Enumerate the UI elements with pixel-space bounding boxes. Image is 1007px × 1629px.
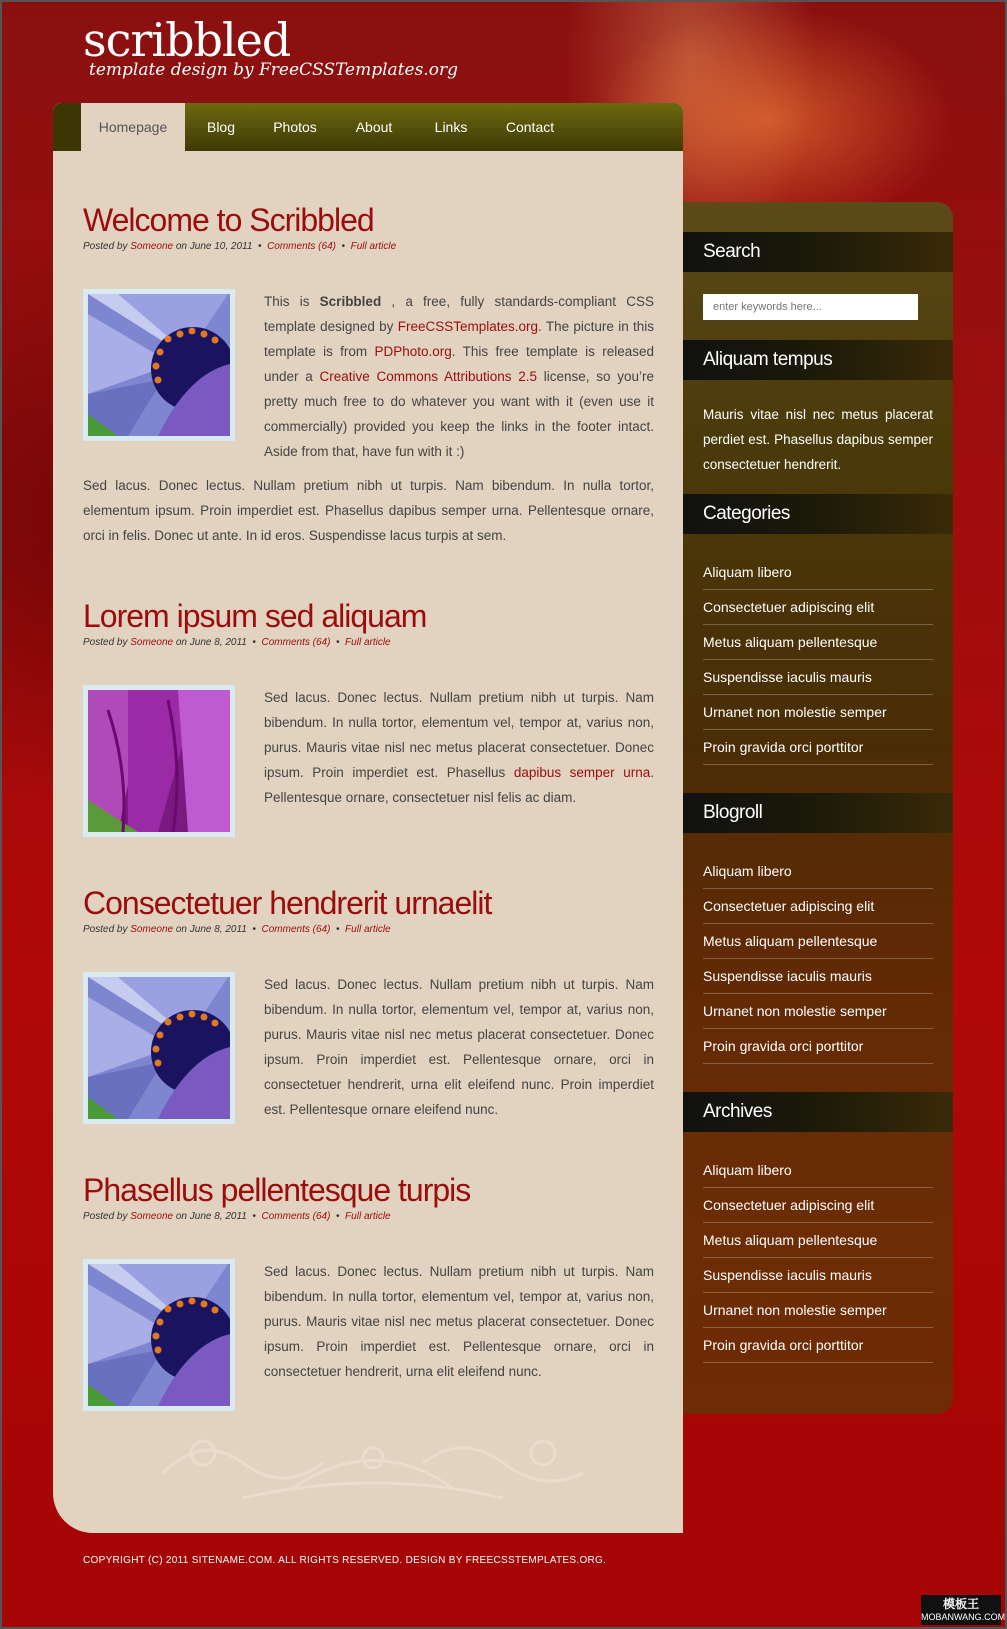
- footer-copyright: COPYRIGHT (C) 2011 SITENAME.COM. ALL RIGHTS RESERVED. DESIGN BY FREECSSTEMPLATES.ORG.: [83, 1555, 607, 1566]
- post-text-bold: Scribbled: [319, 294, 382, 309]
- meta-comments-link[interactable]: Comments (64): [261, 924, 331, 935]
- blogroll-item[interactable]: Urnanet non molestie semper: [703, 994, 933, 1029]
- meta-separator: •: [335, 637, 340, 648]
- menu-item-homepage[interactable]: Homepage: [81, 103, 185, 151]
- category-item[interactable]: Aliquam libero: [703, 555, 933, 590]
- meta-author-link[interactable]: Someone: [130, 924, 174, 935]
- post-title[interactable]: Welcome to Scribbled: [83, 202, 374, 238]
- meta-date: June 8, 2011: [189, 924, 247, 935]
- post-title[interactable]: Lorem ipsum sed aliquam: [83, 598, 427, 634]
- blogroll-item[interactable]: Consectetuer adipiscing elit: [703, 889, 933, 924]
- blogroll-item[interactable]: Aliquam libero: [703, 854, 933, 889]
- post: [83, 1171, 654, 1379]
- meta-author-link[interactable]: Someone: [130, 637, 174, 648]
- post-thumbnail[interactable]: [83, 972, 235, 1124]
- post-body: Sed lacus. Donec lectus. Nullam pretium nibh ut turpis. Nam bibendum. In nulla tortor, elementum vel, tempor at, varius non, purus. Mauris vitae nisl nec metus placerat consectetuer. Donec ipsum. Proin imperdiet est. Pellentesque ornare, orci in consectetuer hendrerit, urna elit eleifend nunc. Proin imperdiet est. Pellentesque ornare eleifend nunc.: [264, 977, 654, 1117]
- category-item[interactable]: Suspendisse iaculis mauris: [703, 660, 933, 695]
- menu-item-photos[interactable]: Photos: [273, 119, 317, 135]
- blogroll-item[interactable]: Metus aliquam pellentesque: [703, 924, 933, 959]
- meta-comments-link[interactable]: Comments (64): [261, 637, 331, 648]
- menu-item-blog[interactable]: Blog: [206, 119, 236, 135]
- meta-full-article-link[interactable]: Full article: [345, 637, 391, 648]
- watermark-badge: [921, 1595, 1006, 1625]
- meta-separator: •: [335, 1211, 340, 1222]
- link-dapibus[interactable]: dapibus semper urna: [513, 765, 651, 780]
- post-meta: [83, 1211, 654, 1225]
- meta-comments-link[interactable]: Comments (64): [267, 241, 336, 252]
- meta-posted-by: Posted by: [83, 1211, 128, 1222]
- meta-author-link[interactable]: Someone: [130, 1211, 174, 1222]
- post: [83, 884, 654, 1117]
- archives-list: [703, 1153, 933, 1363]
- meta-author-link[interactable]: Someone: [130, 241, 174, 252]
- site-logo[interactable]: scribbled: [83, 13, 291, 67]
- post-meta: [83, 924, 654, 938]
- meta-full-article-link[interactable]: Full article: [345, 924, 391, 935]
- menu-item-links[interactable]: Links: [434, 119, 468, 135]
- flower-image-icon: [88, 977, 230, 1119]
- sidebar-heading-categories: Categories: [683, 494, 953, 534]
- sidebar-aliquam-text: Mauris vitae nisl nec metus placerat perdiet est. Phasellus dapibus semper consectetuer hendrerit.: [703, 407, 933, 472]
- post-meta: [83, 637, 654, 651]
- meta-full-article-link[interactable]: Full article: [345, 1211, 391, 1222]
- category-item[interactable]: Proin gravida orci porttitor: [703, 730, 933, 765]
- post-meta: [83, 241, 654, 255]
- sidebar-heading-blogroll: Blogroll: [683, 793, 953, 833]
- menu-item-about[interactable]: About: [355, 119, 393, 135]
- sidebar-heading-archives: Archives: [683, 1092, 953, 1132]
- meta-posted-by: Posted by: [83, 924, 128, 935]
- post-text: , a free, fully standards-compliant CSS template designed by: [264, 294, 654, 334]
- menu-item-contact[interactable]: Contact: [505, 119, 555, 135]
- post-text: . This free template is released under a: [264, 344, 654, 384]
- link-pdphoto[interactable]: PDPhoto.org: [374, 344, 452, 359]
- meta-on: on: [175, 924, 187, 935]
- link-creative-commons[interactable]: Creative Commons Attributions 2.5: [319, 369, 538, 384]
- post-paragraph: Sed lacus. Donec lectus. Nullam pretium nibh ut turpis. Nam bibendum. In nulla tortor, elementum ipsum. Proin imperdiet est. Phasellus dapibus semper urna. Pellentesque ornare, orci in felis. Donec ut ante. In id eros. Suspendisse lacus turpis at sem.: [83, 478, 654, 543]
- post: [83, 597, 654, 805]
- category-item[interactable]: Metus aliquam pellentesque: [703, 625, 933, 660]
- post-text: . Pellentesque ornare, consectetuer nisl felis ac diam.: [264, 765, 654, 805]
- meta-posted-by: Posted by: [83, 637, 128, 648]
- site-tagline: template design by FreeCSSTemplates.org: [89, 60, 458, 80]
- meta-on: on: [175, 637, 187, 648]
- post-body: Sed lacus. Donec lectus. Nullam pretium nibh ut turpis. Nam bibendum. In nulla tortor, elementum vel, tempor at, varius non, purus. Mauris vitae nisl nec metus placerat consectetuer. Donec ipsum. Proin imperdiet est. Pellentesque ornare, orci in consectetuer hendrerit, urna elit eleifend nunc.: [264, 1264, 654, 1379]
- post-text: Sed lacus. Donec lectus. Nullam pretium nibh ut turpis. Nam bibendum. In nulla tortor, elementum vel, tempor at, varius non, purus. Mauris vitae nisl nec metus placerat consectetuer. Donec ipsum. Proin imperdiet est. Phasellus: [264, 690, 654, 780]
- watermark-line1: 模板王: [942, 1597, 979, 1611]
- meta-separator: •: [341, 241, 346, 252]
- post-body: [264, 289, 654, 464]
- watermark-line2: MOBANWANG.COM: [921, 1612, 1006, 1622]
- sidebar-heading-search: Search: [683, 232, 953, 272]
- meta-comments-link[interactable]: Comments (64): [261, 1211, 331, 1222]
- category-item[interactable]: Urnanet non molestie semper: [703, 695, 933, 730]
- meta-separator: •: [252, 924, 256, 935]
- meta-date: June 10, 2011: [189, 241, 253, 252]
- link-freecsstemplates[interactable]: FreeCSSTemplates.org: [397, 319, 539, 334]
- meta-separator: •: [257, 241, 262, 252]
- post-body: [264, 685, 654, 810]
- decorative-swirl-icon: [143, 1413, 603, 1503]
- flower-image-icon: [88, 294, 230, 436]
- search-input[interactable]: [703, 294, 918, 320]
- archive-item[interactable]: Proin gravida orci porttitor: [703, 1328, 933, 1363]
- post-title[interactable]: Phasellus pellentesque turpis: [83, 1172, 471, 1208]
- post-title[interactable]: Consectetuer hendrerit urnaelit: [83, 885, 492, 921]
- post-thumbnail[interactable]: [83, 1259, 235, 1411]
- blogroll-item[interactable]: Suspendisse iaculis mauris: [703, 959, 933, 994]
- post-thumbnail[interactable]: [83, 289, 235, 441]
- main-menu: [53, 103, 683, 151]
- post-thumbnail[interactable]: [83, 685, 235, 837]
- archive-item[interactable]: Suspendisse iaculis mauris: [703, 1258, 933, 1293]
- meta-date: June 8, 2011: [189, 1211, 247, 1222]
- archive-item[interactable]: Aliquam libero: [703, 1153, 933, 1188]
- post: [83, 201, 654, 543]
- meta-posted-by: Posted by: [83, 241, 128, 252]
- meta-separator: •: [252, 637, 256, 648]
- purple-petals-image-icon: [88, 690, 230, 832]
- meta-separator: •: [252, 1211, 256, 1222]
- archive-item[interactable]: Consectetuer adipiscing elit: [703, 1188, 933, 1223]
- sidebar: [683, 202, 953, 1414]
- main-content: [53, 103, 683, 1533]
- archive-item[interactable]: Urnanet non molestie semper: [703, 1293, 933, 1328]
- meta-date: June 8, 2011: [189, 637, 247, 648]
- categories-list: [703, 555, 933, 765]
- meta-full-article-link[interactable]: Full article: [350, 241, 397, 252]
- blogroll-list: [703, 854, 933, 1064]
- post-text: This is: [264, 294, 320, 309]
- meta-on: on: [175, 1211, 187, 1222]
- post-text: license, so you’re pretty much free to do whatever you want with it (even use it commercially) provided you keep the links in the footer intact. Aside from that, have fun with it :): [264, 369, 654, 459]
- sidebar-heading-aliquam: Aliquam tempus: [683, 340, 953, 380]
- post-text: . The picture in this template is from: [264, 319, 654, 359]
- flower-image-icon: [88, 1264, 230, 1406]
- blogroll-item[interactable]: Proin gravida orci porttitor: [703, 1029, 933, 1064]
- category-item[interactable]: Consectetuer adipiscing elit: [703, 590, 933, 625]
- meta-separator: •: [335, 924, 340, 935]
- archive-item[interactable]: Metus aliquam pellentesque: [703, 1223, 933, 1258]
- meta-on: on: [175, 241, 187, 252]
